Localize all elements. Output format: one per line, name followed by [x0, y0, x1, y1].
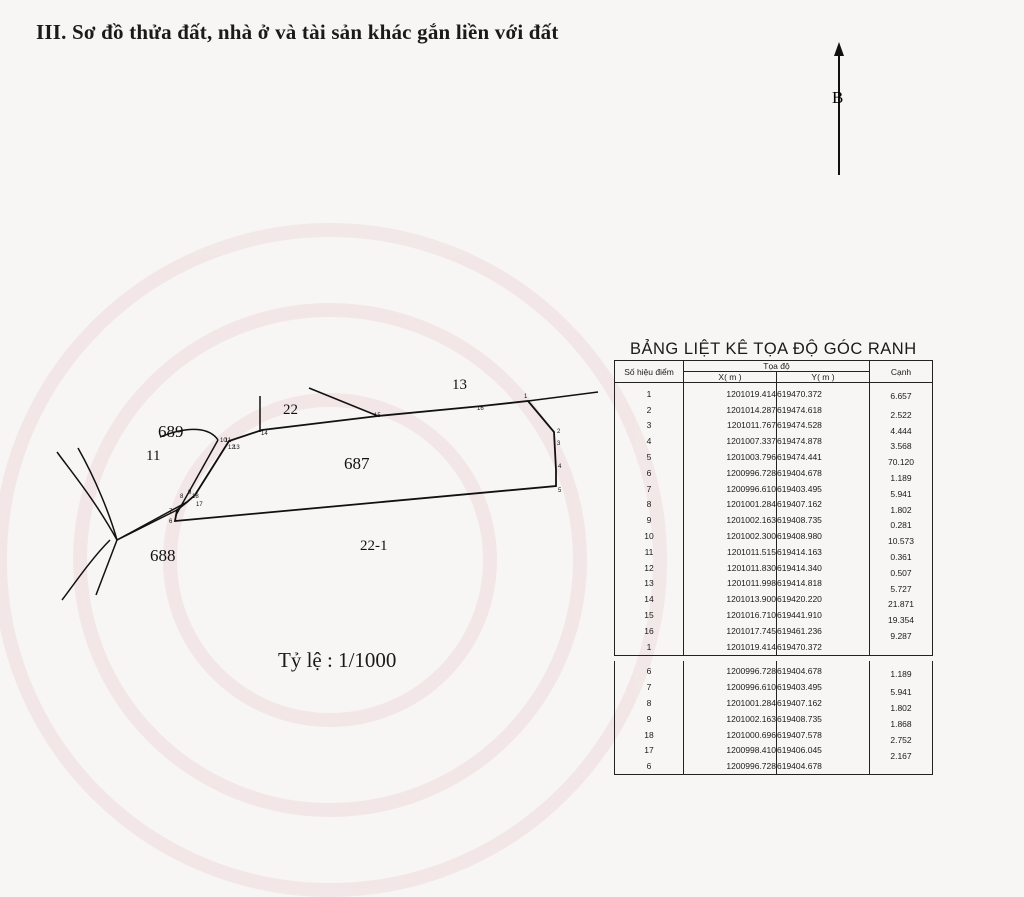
vertex-label: 12: [228, 445, 235, 451]
edge-length-cell: [870, 695, 933, 714]
edge-length-value: 9.287: [890, 630, 912, 641]
edge-length-value: 2.752: [890, 734, 912, 745]
x-coordinate-cell: 1201011.830: [684, 560, 777, 576]
x-coordinate-cell: 1201014.287: [684, 402, 777, 418]
header-x: X( m ): [684, 372, 777, 383]
point-id-cell: 12: [615, 560, 684, 576]
y-coordinate-cell: 619408.735: [777, 512, 870, 528]
edge-length-cell: [870, 433, 933, 452]
edge-length-value: 0.361: [890, 551, 912, 562]
edge-length-cell: [870, 607, 933, 626]
edge-length-value: 2.522: [890, 409, 912, 420]
x-coordinate-cell: 1200998.410: [684, 743, 777, 759]
y-coordinate-cell: 619474.441: [777, 449, 870, 465]
edge-length-cell: [870, 639, 933, 655]
x-coordinate-cell: 1201002.300: [684, 528, 777, 544]
table-row: [615, 743, 933, 759]
y-coordinate-cell: 619414.340: [777, 560, 870, 576]
edge-length-cell: [870, 591, 933, 610]
vertex-label: 14: [261, 431, 268, 437]
y-coordinate-cell: 619403.495: [777, 679, 870, 695]
table-row: [615, 497, 933, 513]
edge-length-value: 1.868: [890, 718, 912, 729]
y-coordinate-cell: 619407.162: [777, 695, 870, 711]
vertex-label: 13: [233, 445, 240, 451]
coordinate-block-2: [615, 661, 933, 775]
table-row: [615, 449, 933, 465]
edge-length-value: 19.354: [888, 615, 914, 626]
x-coordinate-cell: 1201007.337: [684, 433, 777, 449]
edge-length-cell: [870, 661, 933, 680]
edge-length-cell: [870, 727, 933, 743]
point-id-cell: 15: [615, 607, 684, 623]
table-row: [615, 512, 933, 528]
table-row: [615, 560, 933, 576]
coordinate-block-1: [615, 383, 933, 656]
table-row: [615, 695, 933, 711]
edge-length-value: 2.167: [890, 750, 912, 761]
neighbor-number: 13: [452, 377, 467, 393]
edge-length-cell: [870, 544, 933, 560]
edge-length-cell: [870, 512, 933, 531]
table-row: [615, 639, 933, 655]
point-id-cell: 8: [615, 695, 684, 711]
point-id-cell: 14: [615, 591, 684, 607]
edge-length-value: 1.189: [890, 472, 912, 483]
table-row: [615, 576, 933, 592]
vertex-label: 7: [169, 509, 173, 515]
table-row: [615, 481, 933, 497]
vertex-label: 11: [225, 438, 232, 444]
vertex-label: 17: [196, 502, 203, 508]
neighbor-number: 22: [283, 402, 298, 418]
header-edge: Cạnh: [870, 361, 933, 383]
edge-length-cell: [870, 481, 933, 497]
point-id-cell: 16: [615, 623, 684, 639]
table-row: [615, 383, 933, 402]
edge-length-cell: [870, 383, 933, 402]
edge-length-cell: [870, 418, 933, 434]
x-coordinate-cell: 1201019.414: [684, 383, 777, 402]
x-coordinate-cell: 1201003.796: [684, 449, 777, 465]
edge-length-cell: [870, 402, 933, 418]
table-row: [615, 711, 933, 727]
table-row: [615, 607, 933, 623]
edge-length-value: 3.568: [890, 441, 912, 452]
neighbor-number: 22-1: [360, 538, 388, 554]
edge-length-cell: [870, 576, 933, 592]
point-id-cell: 6: [615, 661, 684, 680]
y-coordinate-cell: 619404.678: [777, 465, 870, 481]
vertex-label: 6: [169, 519, 173, 525]
y-coordinate-cell: 619461.236: [777, 623, 870, 639]
edge-length-cell: [870, 623, 933, 639]
vertex-label: 1: [524, 394, 528, 400]
table-row: [615, 623, 933, 639]
edge-length-cell: [870, 465, 933, 481]
vertex-label: 9: [188, 490, 192, 496]
y-coordinate-cell: 619441.910: [777, 607, 870, 623]
header-y: Y( m ): [777, 372, 870, 383]
vertex-label: 8: [180, 494, 184, 500]
header-point-id: Số hiệu điểm: [615, 361, 684, 383]
table-row: [615, 433, 933, 449]
y-coordinate-cell: 619474.618: [777, 402, 870, 418]
edge-length-value: 0.507: [890, 567, 912, 578]
edge-length-value: 1.802: [890, 703, 912, 714]
coordinate-table: [614, 360, 933, 775]
edge-length-value: 0.281: [890, 520, 912, 531]
x-coordinate-cell: 1201001.284: [684, 695, 777, 711]
y-coordinate-cell: 619404.678: [777, 661, 870, 680]
table-row: [615, 758, 933, 774]
table-row: [615, 661, 933, 680]
x-coordinate-cell: 1200996.610: [684, 481, 777, 497]
edge-length-cell: [870, 758, 933, 774]
point-id-cell: 7: [615, 679, 684, 695]
edge-length-cell: [870, 497, 933, 513]
y-coordinate-cell: 619407.162: [777, 497, 870, 513]
edge-length-cell: [870, 528, 933, 547]
edge-length-value: 5.727: [890, 583, 912, 594]
edge-length-value: 6.657: [890, 391, 912, 401]
point-id-cell: 9: [615, 711, 684, 727]
point-id-cell: 4: [615, 433, 684, 449]
edge-length-value: 10.573: [888, 536, 914, 547]
table-row: [615, 727, 933, 743]
y-coordinate-cell: 619404.678: [777, 758, 870, 774]
table-row: [615, 465, 933, 481]
x-coordinate-cell: 1201019.414: [684, 639, 777, 655]
y-coordinate-cell: 619407.578: [777, 727, 870, 743]
vertex-label: 3: [557, 441, 561, 447]
table-row: [615, 591, 933, 607]
edge-length-value: 21.871: [888, 599, 914, 610]
edge-length-value: 5.941: [890, 687, 912, 698]
table-row: [615, 679, 933, 695]
x-coordinate-cell: 1201017.745: [684, 623, 777, 639]
page-title: III. Sơ đồ thửa đất, nhà ở và tài sản khác gắn liền với đất: [36, 20, 559, 44]
vertex-label: 10: [220, 438, 227, 444]
point-id-cell: 13: [615, 576, 684, 592]
parcel-number-main: 687: [344, 454, 370, 473]
point-id-cell: 3: [615, 418, 684, 434]
table-row: [615, 402, 933, 418]
x-coordinate-cell: 1201013.900: [684, 591, 777, 607]
point-id-cell: 1: [615, 383, 684, 402]
y-coordinate-cell: 619403.495: [777, 481, 870, 497]
point-id-cell: 2: [615, 402, 684, 418]
y-coordinate-cell: 619470.372: [777, 383, 870, 402]
y-coordinate-cell: 619474.878: [777, 433, 870, 449]
y-coordinate-cell: 619408.980: [777, 528, 870, 544]
neighbor-number: 689: [158, 422, 184, 441]
x-coordinate-cell: 1200996.610: [684, 679, 777, 695]
point-id-cell: 9: [615, 512, 684, 528]
y-coordinate-cell: 619420.220: [777, 591, 870, 607]
vertex-label: 16: [477, 406, 484, 412]
point-id-cell: 6: [615, 465, 684, 481]
x-coordinate-cell: 1200996.728: [684, 465, 777, 481]
vertex-label: 18: [192, 494, 199, 500]
point-id-cell: 7: [615, 481, 684, 497]
x-coordinate-cell: 1200996.728: [684, 661, 777, 680]
vertex-label: 15: [374, 413, 381, 419]
y-coordinate-cell: 619414.818: [777, 576, 870, 592]
point-id-cell: 8: [615, 497, 684, 513]
edge-length-cell: [870, 679, 933, 698]
edge-length-cell: [870, 449, 933, 468]
edge-length-value: 1.802: [890, 504, 912, 515]
point-id-cell: 11: [615, 544, 684, 560]
point-id-cell: 17: [615, 743, 684, 759]
point-id-cell: 10: [615, 528, 684, 544]
vertex-label: 4: [558, 464, 562, 470]
x-coordinate-cell: 1201001.284: [684, 497, 777, 513]
neighbor-number: 11: [146, 448, 161, 464]
y-coordinate-cell: 619474.528: [777, 418, 870, 434]
header-coordinates: Tọa độ: [684, 361, 870, 372]
edge-length-value: 4.444: [890, 425, 912, 436]
edge-length-cell: [870, 711, 933, 727]
table-row: [615, 528, 933, 544]
y-coordinate-cell: 619414.163: [777, 544, 870, 560]
edge-length-cell: [870, 743, 933, 759]
edge-length-value: 5.941: [890, 488, 912, 499]
point-id-cell: 18: [615, 727, 684, 743]
x-coordinate-cell: 1201011.767: [684, 418, 777, 434]
neighbor-number: 688: [150, 546, 176, 565]
point-id-cell: 5: [615, 449, 684, 465]
edge-length-cell: [870, 560, 933, 576]
x-coordinate-cell: 1201016.710: [684, 607, 777, 623]
neighbor-boundaries: [57, 388, 598, 600]
x-coordinate-cell: 1201011.515: [684, 544, 777, 560]
edge-length-value: 70.120: [888, 457, 914, 468]
point-id-cell: 6: [615, 758, 684, 774]
north-arrow: [834, 42, 844, 175]
table-row: [615, 544, 933, 560]
x-coordinate-cell: 1201002.163: [684, 512, 777, 528]
x-coordinate-cell: 1201002.163: [684, 711, 777, 727]
coordinate-table-title: BẢNG LIỆT KÊ TỌA ĐỘ GÓC RANH: [630, 340, 917, 358]
vertex-label: 2: [557, 429, 561, 435]
y-coordinate-cell: 619470.372: [777, 639, 870, 655]
point-id-cell: 1: [615, 639, 684, 655]
y-coordinate-cell: 619408.735: [777, 711, 870, 727]
table-row: [615, 418, 933, 434]
y-coordinate-cell: 619406.045: [777, 743, 870, 759]
x-coordinate-cell: 1200996.728: [684, 758, 777, 774]
vertex-label: 5: [558, 488, 562, 494]
watermark-seal: [0, 230, 660, 890]
edge-length-value: 1.189: [890, 668, 912, 679]
x-coordinate-cell: 1201000.696: [684, 727, 777, 743]
north-label: B: [832, 88, 844, 107]
scale-label: Tỷ lệ : 1/1000: [278, 648, 397, 672]
x-coordinate-cell: 1201011.998: [684, 576, 777, 592]
